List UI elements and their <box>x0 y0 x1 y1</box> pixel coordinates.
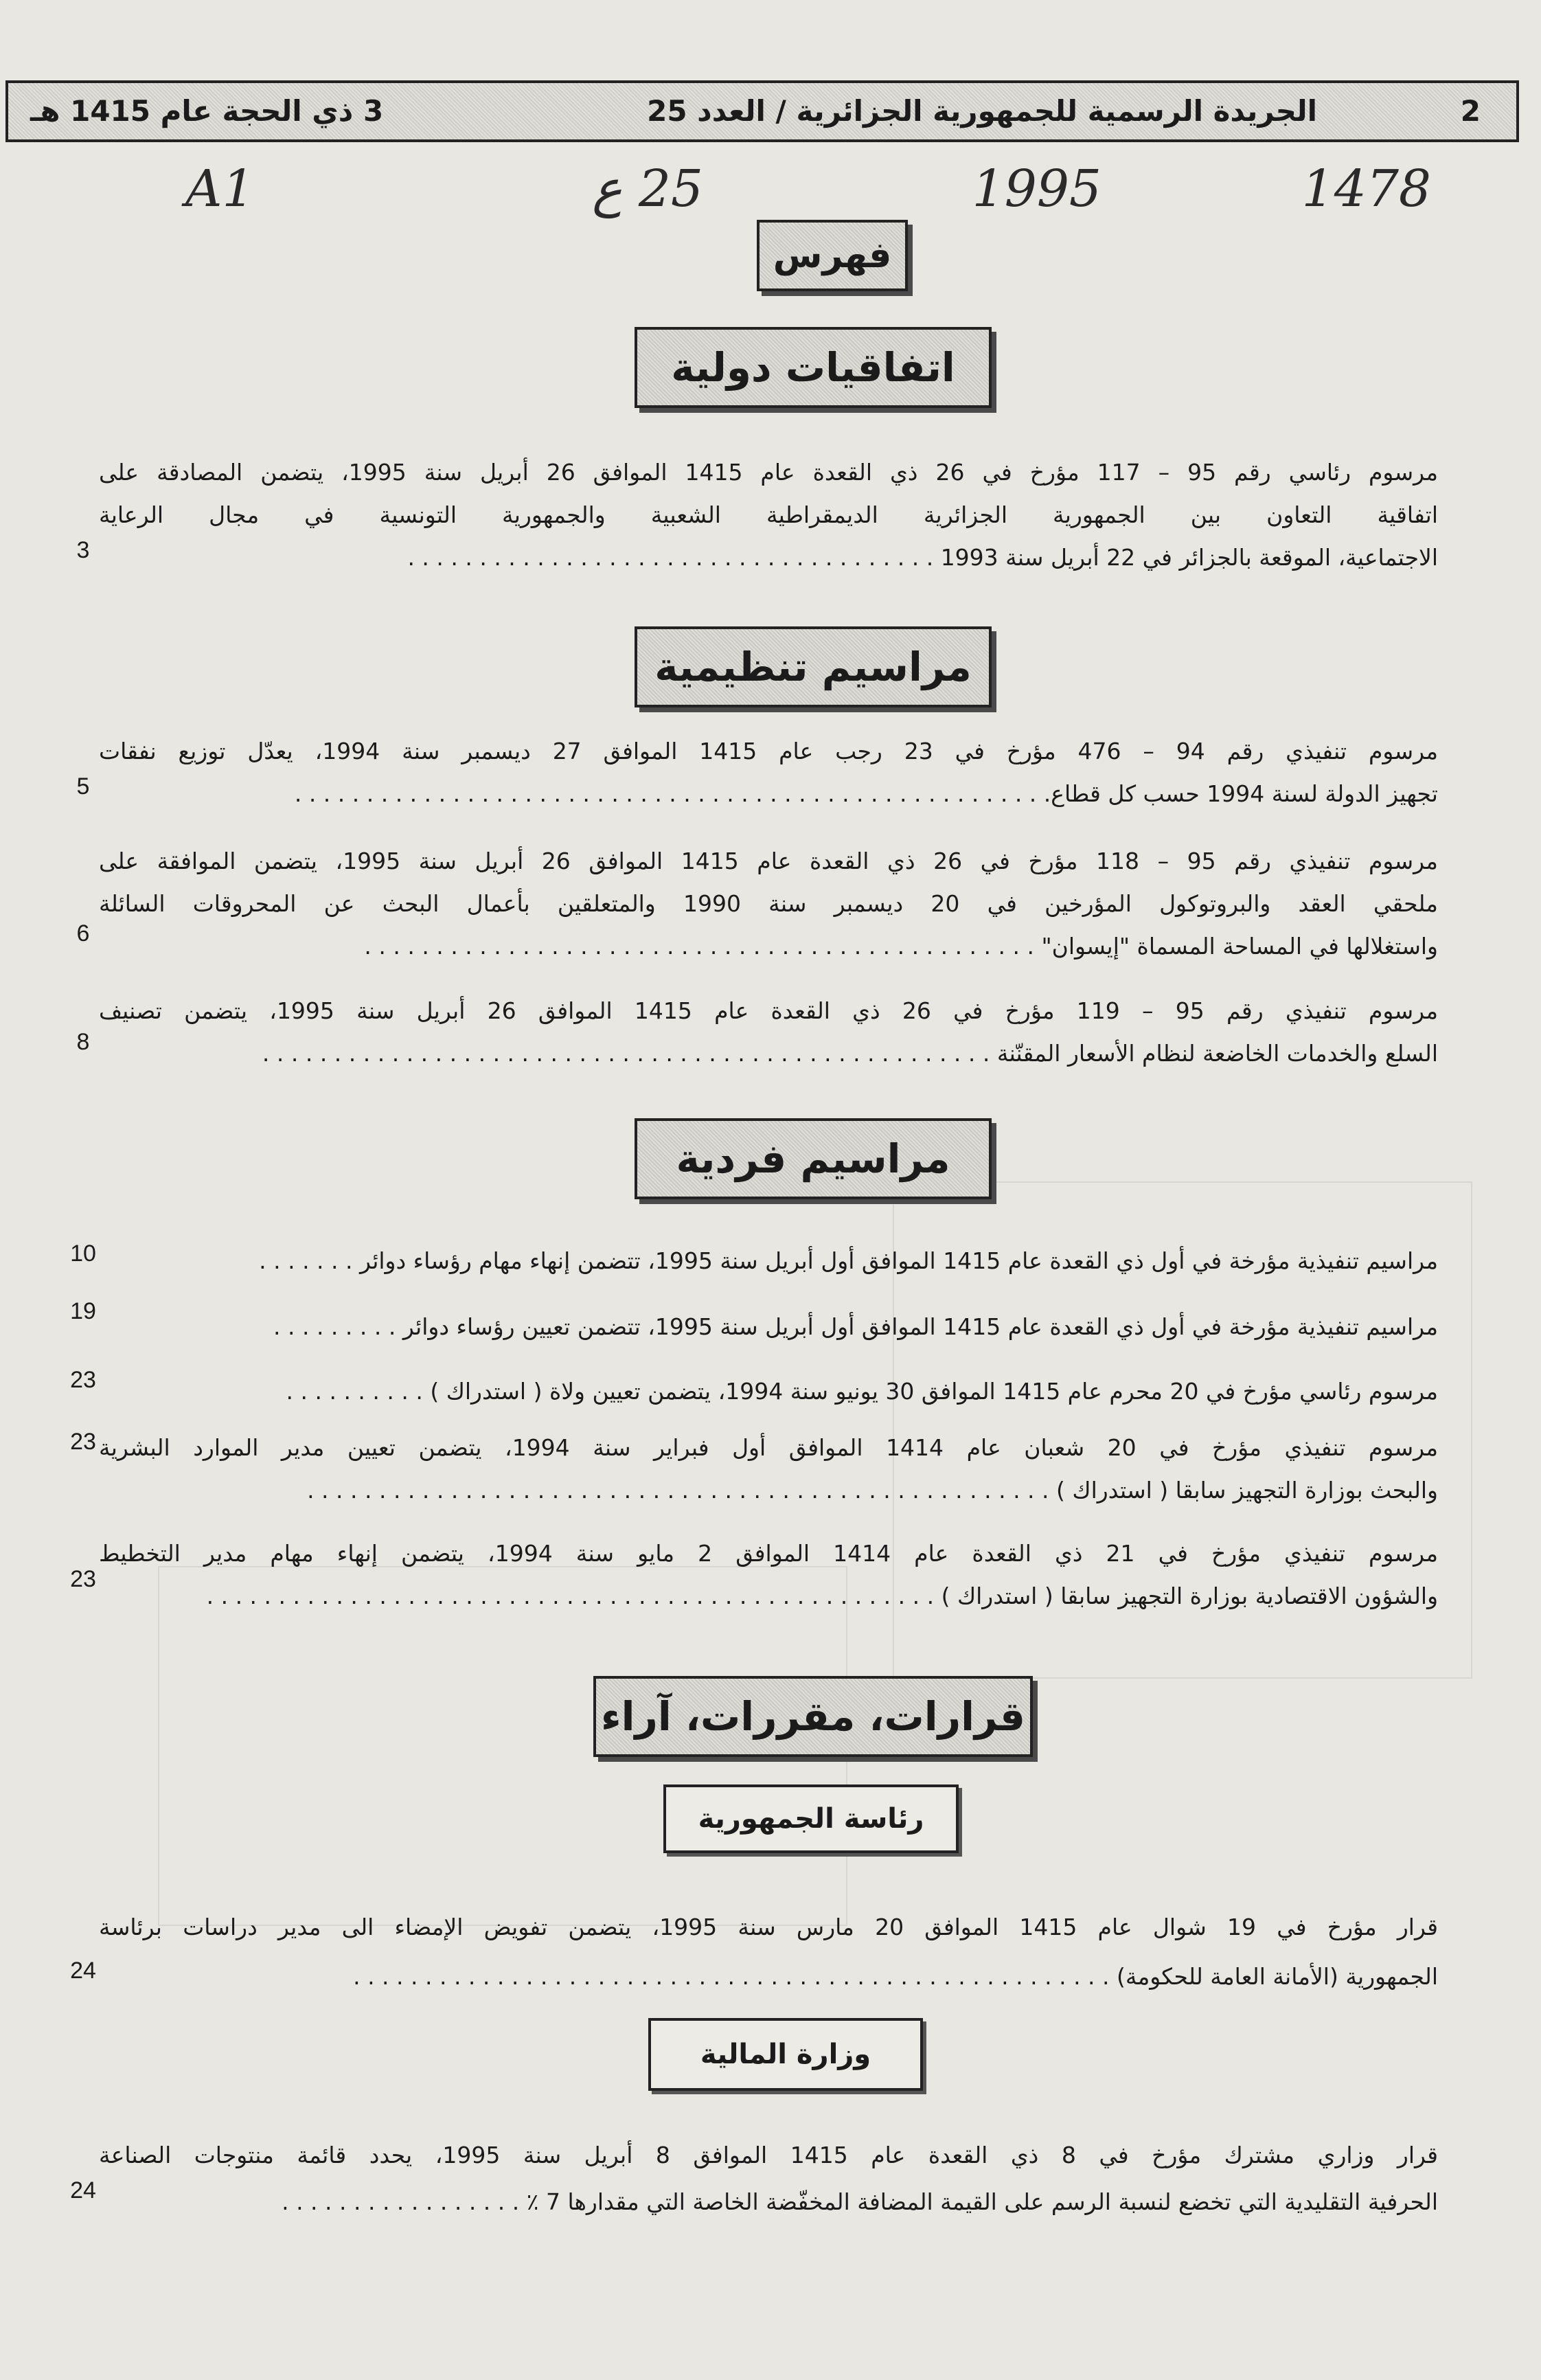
page-ref: 24 <box>70 2177 96 2203</box>
entry-line: مرسوم تنفيذي مؤرخ في 21 ذي القعدة عام 1414 الموافق 2 مايو سنة 1994، يتضمن إنهاء مهام مدير التخطيط <box>99 1540 1438 1567</box>
entry-line: تجهيز الدولة لسنة 1994 حسب كل قطاع. . . . . . . . . . . . . . . . . . . . . . . . . . . . . . . . . . . . . . . . . . . . . . . . . . . . . <box>294 780 1438 807</box>
entry-line: مراسيم تنفيذية مؤرخة في أول ذي القعدة عام 1415 الموافق أول أبريل سنة 1995، تتضمن تعيين رؤساء دوائر . . . . . . . . . <box>273 1313 1438 1340</box>
entry-line: ملحقي العقد والبروتوكول المؤرخين في 20 ديسمبر سنة 1990 والمتعلقين بأعمال البحث عن المحروقات السائلة <box>99 890 1438 917</box>
section-title-individual-decrees: مراسيم فردية <box>635 1118 992 1199</box>
entry-line: واستغلالها في المساحة المسماة "إيسوان" . . . . . . . . . . . . . . . . . . . . . . . . . . . . . . . . . . . . . . . . . . . . . . . <box>364 933 1438 960</box>
entry-line: قرار وزاري مشترك مؤرخ في 8 ذي القعدة عام 1415 الموافق 8 أبريل سنة 1995، يحدد قائمة منتوجات الصناعة <box>99 2142 1438 2168</box>
page-ref: 8 <box>76 1029 90 1055</box>
handwritten-code-left: A1 <box>185 159 255 218</box>
page-ref: 19 <box>70 1298 96 1324</box>
page-ref: 10 <box>70 1240 96 1267</box>
handwritten-number-right: 1478 <box>1301 159 1431 218</box>
entry-line: مرسوم تنفيذي مؤرخ في 20 شعبان عام 1414 الموافق أول فبراير سنة 1994، يتضمن تعيين مدير الموارد البشرية <box>99 1434 1438 1461</box>
entry-line: مرسوم تنفيذي رقم 95 – 119 مؤرخ في 26 ذي القعدة عام 1415 الموافق 26 أبريل سنة 1995، يتضمن تصنيف <box>99 997 1438 1024</box>
index-title: فهرس <box>757 220 908 291</box>
page-ref: 24 <box>70 1958 96 1984</box>
section-title-regulatory-decrees: مراسيم تنظيمية <box>635 626 992 707</box>
page-ref: 5 <box>76 773 90 800</box>
entry-line: مرسوم تنفيذي رقم 95 – 118 مؤرخ في 26 ذي القعدة عام 1415 الموافق 26 أبريل سنة 1995، يتضمن الموافقة على <box>99 848 1438 874</box>
entry-line: الحرفية التقليدية التي تخضع لنسبة الرسم على القيمة المضافة المخفّضة الخاصة التي مقدارها 7 ٪ . . . . . . . . . . . . . . . . . <box>282 2188 1438 2215</box>
page-number: 2 <box>1460 94 1481 128</box>
entry-line: والبحث بوزارة التجهيز سابقا ( استدراك ) . . . . . . . . . . . . . . . . . . . . . . . . . . . . . . . . . . . . . . . . . . . . . . . . . . . . <box>307 1477 1438 1504</box>
page-ref: 23 <box>70 1429 96 1455</box>
page-ref: 23 <box>70 1566 96 1592</box>
entry-line: قرار مؤرخ في 19 شوال عام 1415 الموافق 20 مارس سنة 1995، يتضمن تفويض الإمضاء الى مدير دراسات برئاسة <box>99 1914 1438 1940</box>
entry-line: والشؤون الاقتصادية بوزارة التجهيز سابقا ( استدراك ) . . . . . . . . . . . . . . . . . . . . . . . . . . . . . . . . . . . . . . . . . . . . . . . . . . . <box>206 1583 1438 1609</box>
entry-line: السلع والخدمات الخاضعة لنظام الأسعار المقنّنة . . . . . . . . . . . . . . . . . . . . . . . . . . . . . . . . . . . . . . . . . . . . . . . . . . . <box>262 1040 1438 1067</box>
page-ref: 3 <box>76 537 90 563</box>
entry-line: الاجتماعية، الموقعة بالجزائر في 22 أبريل سنة 1993 . . . . . . . . . . . . . . . . . . . . . . . . . . . . . . . . . . . . . <box>407 544 1438 571</box>
page-ref: 6 <box>76 920 90 947</box>
entry-line: اتفاقية التعاون بين الجمهورية الجزائرية الديمقراطية الشعبية والجمهورية التونسية في مجال الرعاية <box>99 501 1438 528</box>
entry-line: الجمهورية (الأمانة العامة للحكومة) . . . . . . . . . . . . . . . . . . . . . . . . . . . . . . . . . . . . . . . . . . . . . . . . . . . . . <box>353 1963 1438 1990</box>
handwritten-year: 1995 <box>972 159 1101 218</box>
section-title-decisions: قرارات، مقررات، آراء <box>593 1676 1033 1757</box>
entry-line: مرسوم رئاسي رقم 95 – 117 مؤرخ في 26 ذي القعدة عام 1415 الموافق 26 أبريل سنة 1995، يتضمن المصادقة على <box>99 459 1438 486</box>
entry-line: مرسوم رئاسي مؤرخ في 20 محرم عام 1415 الموافق 30 يونيو سنة 1994، يتضمن تعيين ولاة ( استدراك ) . . . . . . . . . . <box>286 1378 1438 1405</box>
header-date: 3 ذي الحجة عام 1415 هـ <box>30 94 384 128</box>
entry-line: مرسوم تنفيذي رقم 94 – 476 مؤرخ في 23 رجب عام 1415 الموافق 27 ديسمبر سنة 1994، يعدّل توزيع نفقات <box>99 738 1438 764</box>
section-title-international-agreements: اتفاقيات دولية <box>635 327 992 408</box>
entry-line: مراسيم تنفيذية مؤرخة في أول ذي القعدة عام 1415 الموافق أول أبريل سنة 1995، تتضمن إنهاء مهام رؤساء دوائر . . . . . . . <box>259 1247 1438 1274</box>
subsection-title-presidency: رئاسة الجمهورية <box>663 1784 959 1853</box>
running-header <box>5 80 1519 142</box>
gazette-title: الجريدة الرسمية للجمهورية الجزائرية / العدد 25 <box>647 94 1317 128</box>
handwritten-issue: 25 ع <box>592 159 703 218</box>
subsection-title-ministry-of-finance: وزارة المالية <box>648 2018 923 2091</box>
page-ref: 23 <box>70 1367 96 1393</box>
